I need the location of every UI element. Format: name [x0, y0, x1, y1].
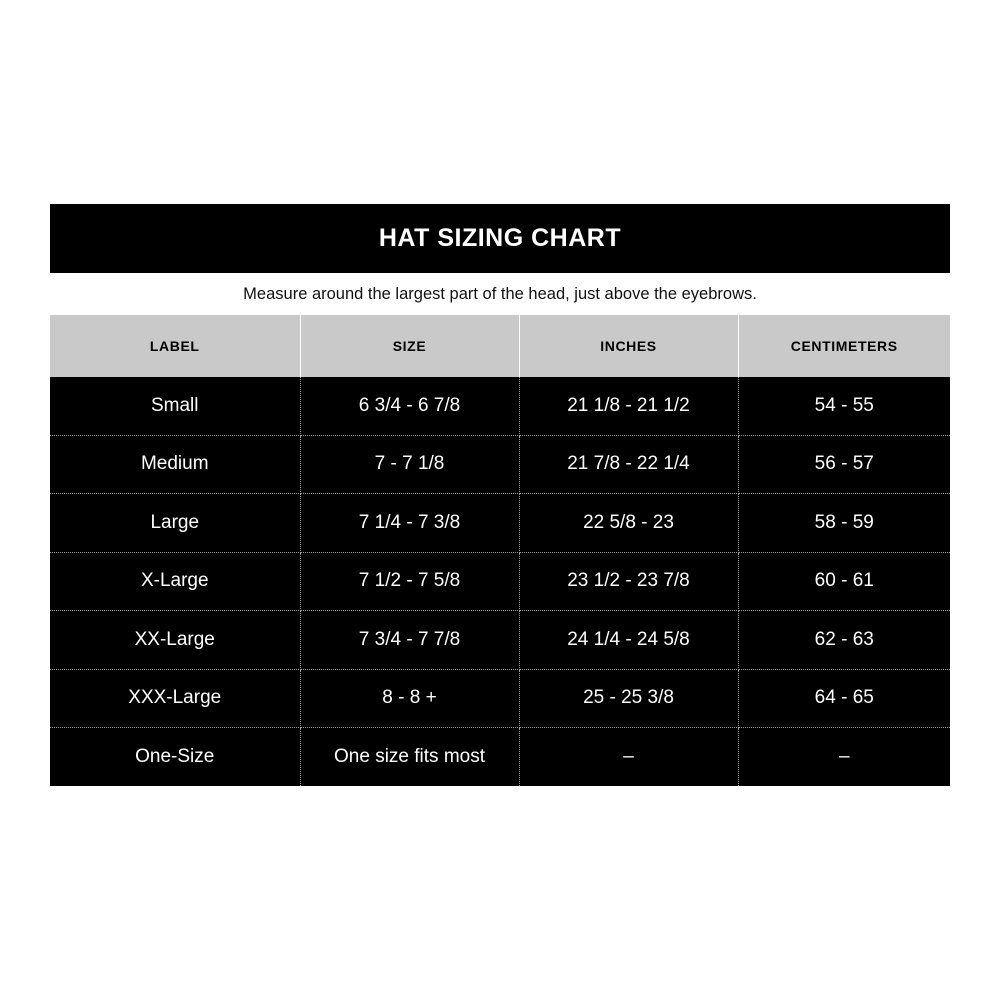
- cell-size: 7 1/2 - 7 5/8: [300, 552, 519, 611]
- cell-label: Large: [50, 494, 300, 553]
- hat-sizing-chart: [50, 204, 950, 786]
- table-row: [50, 494, 950, 553]
- cell-label: XX-Large: [50, 611, 300, 670]
- cell-inches: 22 5/8 - 23: [519, 494, 738, 553]
- table-row: [50, 377, 950, 435]
- cell-label: XXX-Large: [50, 669, 300, 728]
- chart-subtitle: Measure around the largest part of the head, just above the eyebrows.: [50, 273, 950, 315]
- cell-centimeters: 64 - 65: [738, 669, 950, 728]
- cell-centimeters: 56 - 57: [738, 435, 950, 494]
- column-header-inches: INCHES: [519, 315, 738, 377]
- table-header: [50, 315, 950, 377]
- cell-size: 7 1/4 - 7 3/8: [300, 494, 519, 553]
- cell-label: One-Size: [50, 728, 300, 786]
- cell-label: Small: [50, 377, 300, 435]
- cell-size: 6 3/4 - 6 7/8: [300, 377, 519, 435]
- table-header-row: [50, 315, 950, 377]
- cell-inches: –: [519, 728, 738, 786]
- cell-label: Medium: [50, 435, 300, 494]
- cell-inches: 24 1/4 - 24 5/8: [519, 611, 738, 670]
- cell-size: 8 - 8 +: [300, 669, 519, 728]
- column-header-centimeters: CENTIMETERS: [738, 315, 950, 377]
- cell-size: 7 - 7 1/8: [300, 435, 519, 494]
- cell-centimeters: –: [738, 728, 950, 786]
- cell-inches: 21 1/8 - 21 1/2: [519, 377, 738, 435]
- cell-centimeters: 60 - 61: [738, 552, 950, 611]
- cell-centimeters: 54 - 55: [738, 377, 950, 435]
- cell-label: X-Large: [50, 552, 300, 611]
- table-row: [50, 552, 950, 611]
- cell-inches: 25 - 25 3/8: [519, 669, 738, 728]
- cell-size: 7 3/4 - 7 7/8: [300, 611, 519, 670]
- column-header-size: SIZE: [300, 315, 519, 377]
- table-row: [50, 728, 950, 786]
- cell-centimeters: 58 - 59: [738, 494, 950, 553]
- table-row: [50, 435, 950, 494]
- column-header-label: LABEL: [50, 315, 300, 377]
- table-row: [50, 611, 950, 670]
- cell-centimeters: 62 - 63: [738, 611, 950, 670]
- table-row: [50, 669, 950, 728]
- cell-size: One size fits most: [300, 728, 519, 786]
- sizing-table: [50, 315, 950, 786]
- chart-title: HAT SIZING CHART: [50, 204, 950, 273]
- cell-inches: 21 7/8 - 22 1/4: [519, 435, 738, 494]
- cell-inches: 23 1/2 - 23 7/8: [519, 552, 738, 611]
- table-body: [50, 377, 950, 786]
